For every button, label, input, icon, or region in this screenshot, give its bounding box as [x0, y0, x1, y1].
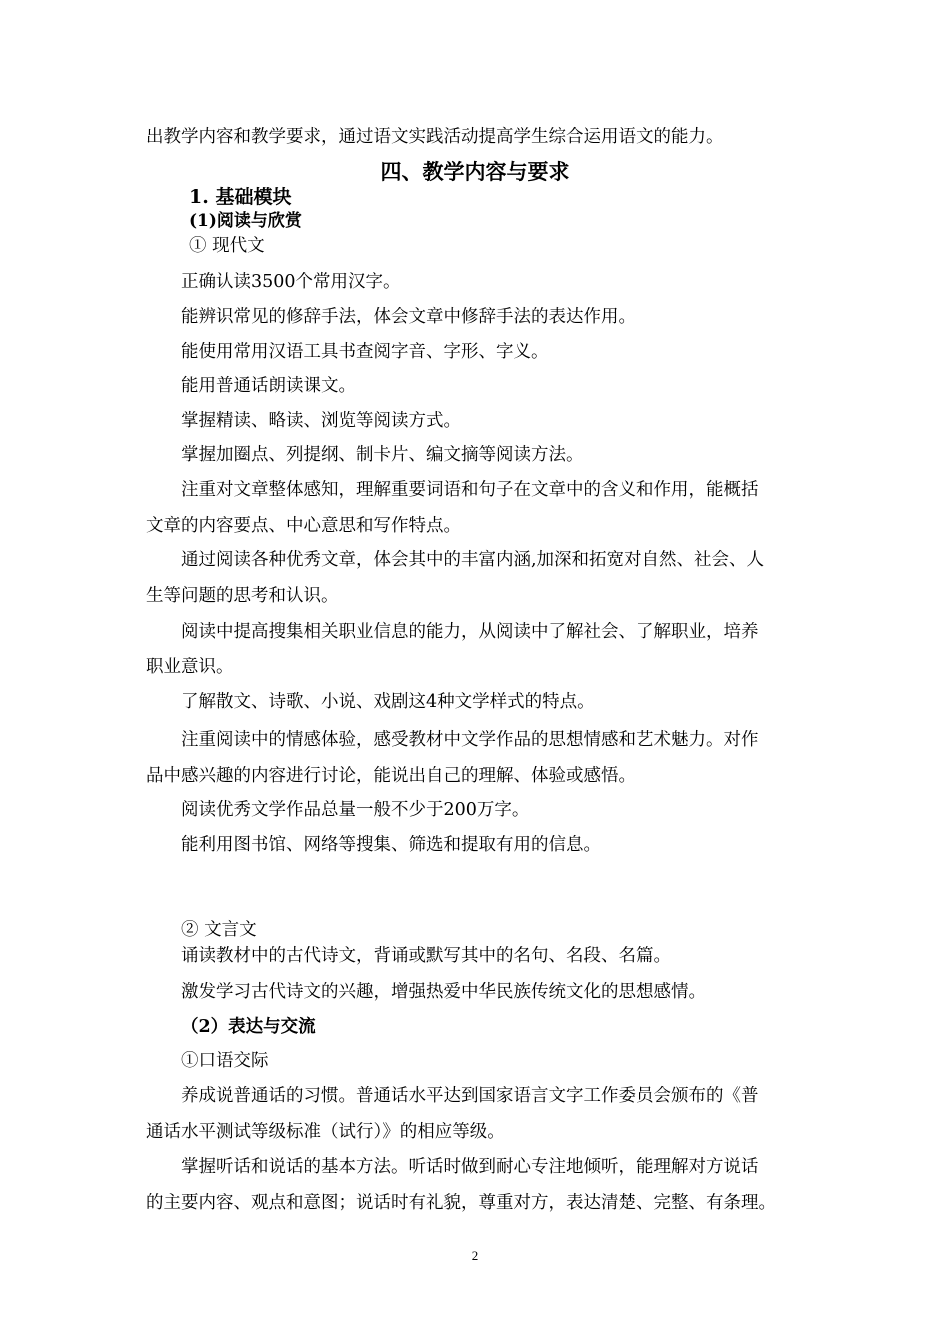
- text-line: 的主要内容、观点和意图；说话时有礼貌，尊重对方，表达清楚、完整、有条理。: [146, 1193, 776, 1213]
- subheading-classical-text: ② 文言文: [181, 920, 257, 940]
- text-line: 文章的内容要点、中心意思和写作特点。: [146, 516, 461, 536]
- text-line: 通过阅读各种优秀文章，体会其中的丰富内涵,加深和拓宽对自然、社会、人: [181, 550, 765, 570]
- text-line: 掌握精读、略读、浏览等阅读方式。: [181, 411, 461, 431]
- text-line: 能用普通话朗读课文。: [181, 376, 356, 396]
- subheading-oral: ①口语交际: [181, 1051, 269, 1071]
- text-line: 通话水平测试等级标准（试行）》的相应等级。: [146, 1122, 505, 1142]
- heading-expression: （2）表达与交流: [181, 1017, 316, 1037]
- page-number: 2: [471, 1248, 479, 1263]
- text-line: 出教学内容和教学要求，通过语文实践活动提高学生综合运用语文的能力。: [146, 127, 724, 147]
- text-line: 品中感兴趣的内容进行讨论，能说出自己的理解、体验或感悟。: [146, 766, 636, 786]
- subheading-modern-text: ① 现代文: [189, 236, 265, 256]
- text-line: 激发学习古代诗文的兴趣，增强热爱中华民族传统文化的思想感情。: [181, 982, 706, 1002]
- text-line: 注重对文章整体感知，理解重要词语和句子在文章中的含义和作用，能概括: [181, 480, 759, 500]
- section-title: 四、教学内容与要求: [380, 159, 570, 184]
- text-line: 阅读优秀文学作品总量一般不少于200万字。: [181, 800, 530, 820]
- heading-basic-module: 1. 基础模块: [189, 186, 292, 208]
- text-line: 诵读教材中的古代诗文，背诵或默写其中的名句、名段、名篇。: [181, 946, 671, 966]
- text-line: 生等问题的思考和认识。: [146, 586, 339, 606]
- text-line: 正确认读3500个常用汉字。: [181, 272, 401, 292]
- text-line: 注重阅读中的情感体验，感受教材中文学作品的思想情感和艺术魅力。对作: [181, 730, 759, 750]
- text-line: 职业意识。: [146, 657, 234, 677]
- text-line: 阅读中提高搜集相关职业信息的能力，从阅读中了解社会、了解职业，培养: [181, 622, 759, 642]
- text-line: 能使用常用汉语工具书查阅字音、字形、字义。: [181, 342, 549, 362]
- text-line: 能利用图书馆、网络等搜集、筛选和提取有用的信息。: [181, 835, 601, 855]
- text-line: 掌握加圈点、列提纲、制卡片、编文摘等阅读方法。: [181, 445, 584, 465]
- text-line: 养成说普通话的习惯。普通话水平达到国家语言文字工作委员会颁布的《普: [181, 1086, 759, 1106]
- heading-reading: (1)阅读与欣赏: [189, 211, 302, 231]
- text-line: 了解散文、诗歌、小说、戏剧这4种文学样式的特点。: [181, 692, 595, 712]
- text-line: 掌握听话和说话的基本方法。听话时做到耐心专注地倾听，能理解对方说话: [181, 1157, 759, 1177]
- text-line: 能辨识常见的修辞手法，体会文章中修辞手法的表达作用。: [181, 307, 636, 327]
